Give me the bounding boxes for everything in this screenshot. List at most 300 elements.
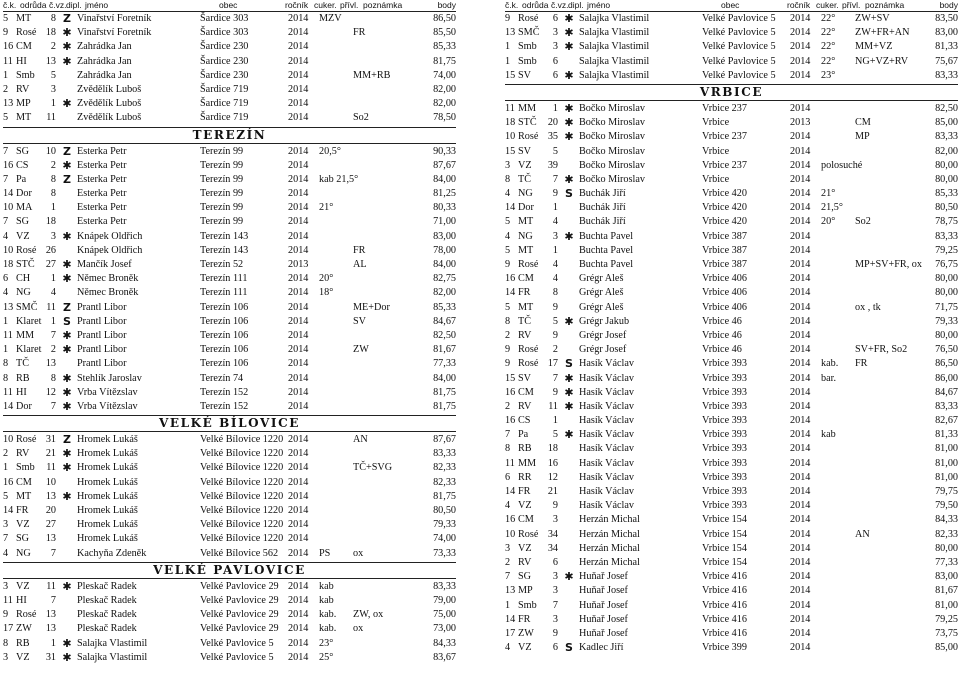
rocnik-cell: 2014 [790, 301, 811, 313]
odruda-cell: Rosé [518, 358, 539, 370]
cislo-vzorku-cell: 1 [50, 202, 56, 214]
table-row [3, 83, 456, 97]
rocnik-cell: 2014 [790, 585, 811, 597]
table-row [505, 272, 958, 286]
diplom-mark-cell: S [63, 314, 71, 328]
cislo-vzorku-cell: 6 [552, 13, 558, 24]
jmeno-cell: Hasík Václav [579, 471, 634, 483]
table-row [3, 386, 456, 400]
obec-cell: Vrbice [702, 173, 730, 185]
cislo-vzorku-cell: 4 [552, 259, 558, 270]
jmeno-cell: Stehlík Jaroslav [77, 372, 142, 384]
table-row [3, 329, 456, 343]
table-row [505, 187, 958, 201]
body-cell: 79,33 [433, 519, 456, 531]
jmeno-cell: Hasík Václav [579, 358, 634, 370]
cukernatost-cell: kab [319, 594, 334, 606]
obec-cell: Vrbice 399 [702, 642, 747, 654]
table-row [505, 400, 958, 414]
cislo-kat-cell: 16 [3, 476, 14, 488]
poznamka-cell: ox [353, 547, 364, 559]
cislo-kat-cell: 11 [3, 329, 13, 341]
diplom-mark-cell: Z [63, 300, 71, 314]
jmeno-cell: Hromek Lukáš [77, 448, 138, 460]
obec-cell: Vrbice 387 [702, 259, 747, 270]
cislo-vzorku-cell: 2 [552, 344, 558, 356]
table-row [505, 230, 958, 244]
rocnik-cell: 2014 [288, 112, 309, 124]
jmeno-cell: Herzán Michal [579, 542, 640, 554]
cislo-kat-cell: 2 [505, 556, 511, 568]
obec-cell: Terezín 74 [200, 372, 244, 384]
cislo-vzorku-cell: 2 [50, 159, 56, 171]
body-cell: 79,25 [935, 613, 958, 625]
odruda-cell: NG [16, 287, 31, 299]
body-cell: 84,33 [433, 637, 456, 649]
odruda-cell: CM [518, 514, 534, 526]
jmeno-cell: Hasík Václav [579, 372, 634, 384]
section-heading: TEREZÍN [3, 127, 456, 144]
obec-cell: Terezín 106 [200, 329, 249, 341]
jmeno-cell: Buchák Jiří [579, 216, 626, 228]
table-row [3, 651, 456, 665]
poznamka-cell: AN [353, 434, 368, 446]
diplom-mark-cell: ✱ [62, 399, 72, 413]
table-row [505, 258, 958, 272]
header-body: body [939, 0, 958, 10]
jmeno-cell: Esterka Petr [77, 159, 127, 171]
cislo-kat-cell: 16 [505, 386, 516, 398]
jmeno-cell: Zvědělík Luboš [77, 112, 142, 124]
diplom-mark-cell: ✱ [564, 229, 574, 243]
odruda-cell: Rosé [518, 344, 539, 356]
cukernatost-cell: kab. [319, 623, 337, 635]
table-row [505, 513, 958, 527]
rocnik-cell: 2014 [790, 27, 811, 39]
cislo-kat-cell: 16 [3, 41, 14, 53]
table-row [3, 476, 456, 490]
obec-cell: Terezín 152 [200, 386, 249, 398]
table-row [505, 315, 958, 329]
jmeno-cell: Grégr Aleš [579, 287, 624, 299]
jmeno-cell: Vrba Vítězslav [77, 400, 138, 412]
poznamka-cell: ZW+SV [855, 13, 890, 24]
cislo-kat-cell: 7 [3, 145, 9, 157]
obec-cell: Vrbice 393 [702, 500, 747, 512]
cislo-kat-cell: 16 [505, 514, 516, 526]
cislo-kat-cell: 7 [505, 429, 511, 441]
body-cell: 80,00 [935, 542, 958, 554]
body-cell: 82,75 [433, 273, 456, 285]
body-cell: 75,67 [935, 55, 958, 67]
body-cell: 81,00 [935, 457, 958, 469]
rocnik-cell: 2014 [790, 599, 811, 611]
body-cell: 81,33 [935, 429, 958, 441]
body-cell: 85,00 [935, 642, 958, 654]
odruda-cell: VZ [518, 159, 532, 171]
body-cell: 82,50 [433, 329, 456, 341]
jmeno-cell: Pleskač Radek [77, 609, 137, 621]
odruda-cell: Rosé [16, 609, 37, 621]
cislo-vzorku-cell: 8 [50, 188, 56, 200]
cislo-vzorku-cell: 5 [552, 145, 558, 157]
table-row [3, 372, 456, 386]
cislo-vzorku-cell: 13 [45, 358, 56, 370]
table-row [505, 244, 958, 258]
odruda-cell: MM [16, 329, 35, 341]
jmeno-cell: Salajka Vlastimil [579, 27, 650, 39]
cislo-kat-cell: 10 [505, 528, 516, 540]
jmeno-cell: Grégr Jakub [579, 315, 630, 327]
body-cell: 81,00 [935, 471, 958, 483]
header-ck: č.k. [505, 0, 519, 10]
rocnik-cell: 2014 [288, 216, 309, 228]
cislo-vzorku-cell: 16 [547, 457, 558, 469]
body-cell: 80,00 [935, 287, 958, 299]
cislo-kat-cell: 18 [505, 117, 516, 129]
cislo-kat-cell: 4 [505, 642, 511, 654]
cislo-vzorku-cell: 7 [50, 329, 56, 341]
table-row [3, 594, 456, 608]
table-row [505, 471, 958, 485]
body-cell: 87,67 [433, 159, 456, 171]
cislo-kat-cell: 11 [3, 594, 13, 606]
table-row [3, 357, 456, 371]
results-table-left [3, 12, 456, 665]
rocnik-cell: 2014 [790, 642, 811, 654]
body-cell: 82,00 [433, 98, 456, 110]
rocnik-cell: 2014 [790, 159, 811, 171]
odruda-cell: VZ [16, 651, 30, 663]
body-cell: 71,00 [433, 216, 456, 228]
jmeno-cell: Buchák Jiří [579, 202, 626, 214]
cislo-kat-cell: 10 [3, 244, 14, 256]
obec-cell: Vrbice 387 [702, 230, 747, 242]
obec-cell: Vrbice 393 [702, 443, 747, 455]
cislo-kat-cell: 5 [505, 244, 511, 256]
cislo-kat-cell: 14 [505, 202, 516, 214]
odruda-cell: Dor [518, 202, 534, 214]
cislo-vzorku-cell: 13 [45, 55, 56, 67]
header-odruda: odrůda [20, 0, 47, 10]
cislo-vzorku-cell: 8 [552, 287, 558, 299]
obec-cell: Vrbice 393 [702, 358, 747, 370]
rocnik-cell: 2014 [790, 344, 811, 356]
jmeno-cell: Salajka Vlastimil [77, 651, 148, 663]
odruda-cell: CM [518, 386, 534, 398]
table-row [505, 627, 958, 641]
body-cell: 82,33 [935, 528, 958, 540]
jmeno-cell: Zahrádka Jan [77, 55, 132, 67]
cislo-kat-cell: 9 [505, 13, 511, 24]
body-cell: 82,00 [433, 287, 456, 299]
rocnik-cell: 2014 [790, 329, 811, 341]
obec-cell: Terezín 99 [200, 145, 244, 157]
rocnik-cell: 2013 [790, 117, 811, 129]
odruda-cell: SG [16, 533, 30, 545]
cislo-vzorku-cell: 27 [45, 519, 56, 531]
jmeno-cell: Bočko Miroslav [579, 145, 645, 157]
table-row [3, 286, 456, 300]
body-cell: 71,75 [935, 301, 958, 313]
cislo-kat-cell: 2 [3, 448, 9, 460]
body-cell: 74,00 [433, 533, 456, 545]
odruda-cell: RR [518, 471, 532, 483]
odruda-cell: TČ [16, 358, 30, 370]
obec-cell: Vrbice 420 [702, 216, 747, 228]
odruda-cell: ZW [518, 627, 534, 639]
jmeno-cell: Herzán Michal [579, 528, 640, 540]
cislo-vzorku-cell: 4 [552, 216, 558, 228]
jmeno-cell: Hasík Václav [579, 415, 634, 427]
body-cell: 80,00 [935, 329, 958, 341]
jmeno-cell: Hromek Lukáš [77, 476, 138, 488]
body-cell: 80,33 [433, 202, 456, 214]
odruda-cell: NG [518, 188, 533, 200]
cislo-vzorku-cell: 3 [552, 230, 558, 242]
odruda-cell: Klaret [16, 344, 42, 356]
body-cell: 78,00 [433, 244, 456, 256]
body-cell: 86,50 [935, 358, 958, 370]
obec-cell: Terezín 99 [200, 159, 244, 171]
jmeno-cell: Hasík Václav [579, 486, 634, 497]
jmeno-cell: Esterka Petr [77, 216, 127, 228]
cukernatost-cell: bar. [821, 372, 836, 384]
obec-cell: Velké Pavlovice 29 [200, 594, 279, 606]
body-cell: 84,33 [935, 514, 958, 526]
jmeno-cell: Grégr Josef [579, 344, 627, 356]
odruda-cell: FR [16, 505, 29, 516]
cislo-kat-cell: 4 [3, 547, 9, 559]
odruda-cell: RV [518, 400, 532, 412]
table-row [505, 357, 958, 371]
left-column [3, 0, 456, 665]
jmeno-cell: Huňař Josef [579, 571, 628, 583]
rocnik-cell: 2013 [288, 259, 309, 270]
obec-cell: Vrbice [702, 145, 730, 157]
rocnik-cell: 2014 [288, 490, 309, 502]
header-jmeno: jméno [587, 0, 611, 10]
cislo-vzorku-cell: 39 [547, 159, 558, 171]
cislo-vzorku-cell: 9 [552, 301, 558, 313]
jmeno-cell: Kachyňa Zdeněk [77, 547, 147, 559]
body-cell: 83,33 [433, 580, 456, 592]
jmeno-cell: Kadlec Jiří [579, 642, 624, 654]
poznamka-cell: MP+SV+FR, ox [855, 259, 922, 270]
body-cell: 73,75 [935, 627, 958, 639]
obec-cell: Vrbice 406 [702, 287, 747, 299]
obec-cell: Vrbice 406 [702, 301, 747, 313]
odruda-cell: MT [16, 112, 32, 124]
diplom-mark-cell: S [565, 187, 573, 201]
cislo-kat-cell: 15 [505, 145, 516, 157]
jmeno-cell: Grégr Josef [579, 329, 627, 341]
cislo-vzorku-cell: 11 [46, 301, 56, 313]
rocnik-cell: 2014 [288, 547, 309, 559]
odruda-cell: HI [16, 386, 27, 398]
rocnik-cell: 2014 [790, 514, 811, 526]
cukernatost-cell: PS [319, 547, 331, 559]
obec-cell: Terezín 106 [200, 315, 249, 327]
cislo-kat-cell: 5 [505, 216, 511, 228]
table-row [3, 201, 456, 215]
rocnik-cell: 2014 [288, 344, 309, 356]
poznamka-cell: ZW+FR+AN [855, 27, 910, 39]
cislo-kat-cell: 3 [3, 580, 9, 592]
rocnik-cell: 2014 [790, 244, 811, 256]
table-row [3, 272, 456, 286]
body-cell: 90,33 [433, 145, 456, 157]
table-row [3, 547, 456, 561]
jmeno-cell: Bočko Miroslav [579, 102, 645, 114]
obec-cell: Velké Pavlovice 5 [702, 27, 776, 39]
obec-cell: Šardice 303 [200, 13, 249, 24]
body-cell: 80,00 [935, 173, 958, 185]
cukernatost-cell: 23° [821, 69, 836, 81]
odruda-cell: Smb [16, 69, 35, 81]
section-heading: VRBICE [505, 84, 958, 101]
odruda-cell: NG [16, 547, 31, 559]
cislo-vzorku-cell: 2 [50, 344, 56, 356]
rocnik-cell: 2014 [288, 400, 309, 412]
cislo-kat-cell: 15 [505, 372, 516, 384]
jmeno-cell: Hromek Lukáš [77, 462, 138, 474]
body-cell: 83,33 [433, 448, 456, 460]
obec-cell: Vrbice 393 [702, 457, 747, 469]
cislo-kat-cell: 10 [3, 202, 14, 214]
cislo-vzorku-cell: 1 [552, 102, 558, 114]
table-row [3, 622, 456, 636]
body-cell: 82,50 [935, 102, 958, 114]
jmeno-cell: Esterka Petr [77, 145, 127, 157]
odruda-cell: SMČ [16, 301, 38, 313]
table-row [3, 215, 456, 229]
jmeno-cell: Salajka Vlastimil [579, 55, 650, 67]
diplom-mark-cell: ✱ [62, 229, 72, 243]
cislo-kat-cell: 16 [505, 273, 516, 285]
rocnik-cell: 2014 [790, 358, 811, 370]
body-cell: 83,33 [935, 400, 958, 412]
rocnik-cell: 2014 [288, 386, 309, 398]
header-ck: č.k. [3, 0, 17, 10]
table-row [505, 201, 958, 215]
obec-cell: Velké Pavlovice 29 [200, 609, 279, 621]
cislo-kat-cell: 14 [505, 486, 516, 497]
cislo-kat-cell: 16 [505, 415, 516, 427]
jmeno-cell: Grégr Aleš [579, 273, 624, 285]
table-row [505, 556, 958, 570]
table-row [505, 584, 958, 598]
cukernatost-cell: kab [821, 429, 836, 441]
cislo-vzorku-cell: 34 [547, 528, 558, 540]
rocnik-cell: 2014 [288, 301, 309, 313]
cukernatost-cell: 20° [821, 216, 836, 228]
obec-cell: Vrbice 46 [702, 329, 742, 341]
rocnik-cell: 2014 [790, 202, 811, 214]
odruda-cell: Dor [16, 400, 32, 412]
cislo-kat-cell: 3 [505, 159, 511, 171]
diplom-mark-cell: ✱ [564, 116, 574, 130]
body-cell: 79,25 [935, 244, 958, 256]
table-row [3, 637, 456, 651]
rocnik-cell: 2014 [790, 145, 811, 157]
cislo-kat-cell: 8 [505, 443, 511, 455]
cislo-vzorku-cell: 8 [50, 173, 56, 185]
cislo-vzorku-cell: 6 [552, 642, 558, 654]
diplom-mark-cell: ✱ [62, 579, 72, 593]
poznamka-cell: MM+RB [353, 69, 391, 81]
rocnik-cell: 2014 [790, 500, 811, 512]
body-cell: 81,75 [433, 490, 456, 502]
cislo-kat-cell: 9 [505, 344, 511, 356]
cislo-vzorku-cell: 8 [50, 13, 56, 24]
cukernatost-cell: 22° [821, 13, 836, 24]
cislo-vzorku-cell: 3 [552, 571, 558, 583]
table-row [505, 570, 958, 584]
cislo-vzorku-cell: 20 [45, 505, 56, 516]
cukernatost-cell: polosuché [821, 159, 863, 171]
rocnik-cell: 2014 [790, 188, 811, 200]
obec-cell: Vrbice 393 [702, 429, 747, 441]
body-cell: 84,67 [433, 315, 456, 327]
body-cell: 78,75 [935, 216, 958, 228]
poznamka-cell: TČ+SVG [353, 462, 393, 474]
table-row [505, 102, 958, 116]
jmeno-cell: Hasík Václav [579, 500, 634, 512]
cislo-vzorku-cell: 12 [45, 386, 56, 398]
diplom-mark-cell: ✱ [62, 343, 72, 357]
odruda-cell: MP [518, 585, 533, 597]
cislo-kat-cell: 9 [505, 358, 511, 370]
jmeno-cell: Hromek Lukáš [77, 505, 138, 516]
cislo-vzorku-cell: 21 [45, 448, 56, 460]
rocnik-cell: 2014 [790, 400, 811, 412]
body-cell: 80,50 [433, 505, 456, 516]
obec-cell: Vrbice 393 [702, 486, 747, 497]
jmeno-cell: Bočko Miroslav [579, 159, 645, 171]
header-dipl: dipl. [66, 0, 82, 10]
obec-cell: Terezín 99 [200, 202, 244, 214]
table-row [505, 173, 958, 187]
cislo-vzorku-cell: 27 [45, 259, 56, 270]
diplom-mark-cell: ✱ [62, 26, 72, 40]
cislo-vzorku-cell: 18 [45, 216, 56, 228]
obec-cell: Vrbice 393 [702, 386, 747, 398]
cislo-vzorku-cell: 3 [50, 83, 56, 95]
diplom-mark-cell: ✱ [564, 101, 574, 115]
jmeno-cell: Buchák Jiří [579, 188, 626, 200]
table-row [505, 457, 958, 471]
cislo-kat-cell: 8 [3, 637, 9, 649]
poznamka-cell: CM [855, 117, 871, 129]
jmeno-cell: Salajka Vlastimil [77, 637, 148, 649]
table-row [3, 97, 456, 111]
obec-cell: Šardice 719 [200, 83, 249, 95]
cukernatost-cell: 25° [319, 651, 334, 663]
obec-cell: Velké Bílovice 1220 [200, 490, 284, 502]
jmeno-cell: Pleskač Radek [77, 594, 137, 606]
cislo-vzorku-cell: 7 [552, 173, 558, 185]
jmeno-cell: Zvědělík Luboš [77, 98, 142, 110]
table-row [505, 499, 958, 513]
jmeno-cell: Esterka Petr [77, 188, 127, 200]
obec-cell: Velké Pavlovice 5 [702, 55, 776, 67]
table-row [3, 12, 456, 26]
jmeno-cell: Bočko Miroslav [579, 131, 645, 143]
jmeno-cell: Salajka Vlastimil [579, 69, 650, 81]
poznamka-cell: FR [353, 244, 366, 256]
table-row [505, 130, 958, 144]
